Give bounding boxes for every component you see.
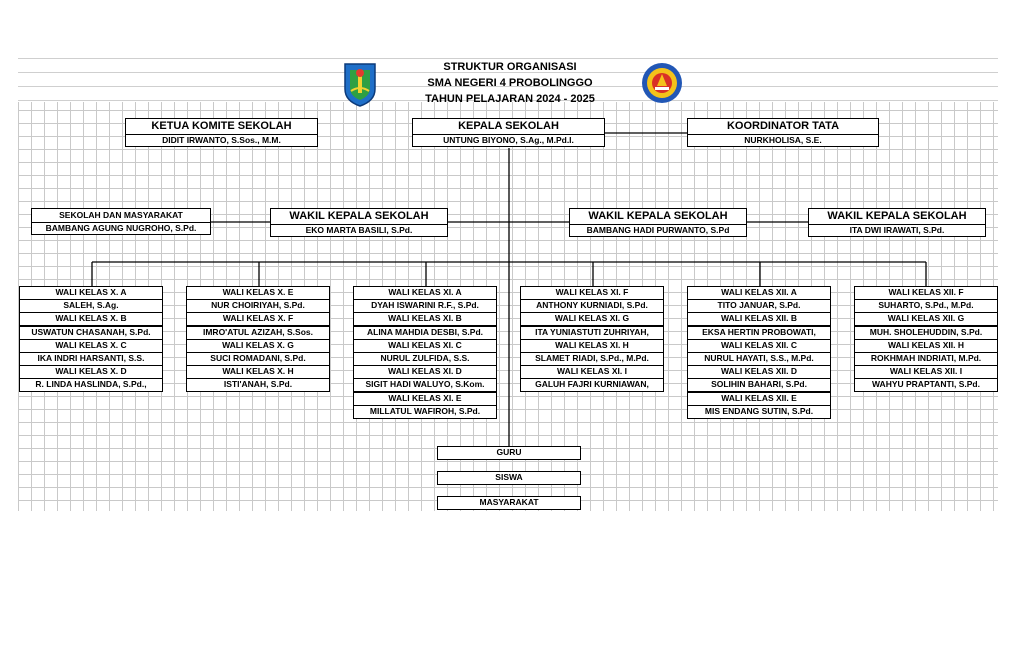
wali-kelas-label: WALI KELAS XII. H	[854, 339, 998, 353]
wali-kelas-name: SALEH, S.Ag.	[19, 299, 163, 313]
wali-kelas-label: WALI KELAS XII. F	[854, 286, 998, 300]
wali-kelas-name: SLAMET RIADI, S.Pd., M.Pd.	[520, 352, 664, 366]
school-emblem-icon	[641, 62, 683, 104]
wali-kelas-name: NUR CHOIRIYAH, S.Pd.	[186, 299, 330, 313]
wali-kelas-name: MILLATUL WAFIROH, S.Pd.	[353, 405, 497, 419]
wali-kelas-label: WALI KELAS XI. A	[353, 286, 497, 300]
wakil2-name: BAMBANG HADI PURWANTO, S.Pd	[570, 224, 746, 236]
wakil1-title: WAKIL KEPALA SEKOLAH	[289, 210, 429, 222]
wali-kelas-label: WALI KELAS X. B	[19, 312, 163, 326]
wali-kelas-name: SIGIT HADI WALUYO, S.Kom.	[353, 378, 497, 392]
wali-kelas-name: WAHYU PRAPTANTI, S.Pd.	[854, 378, 998, 392]
wali-kelas-name: DYAH ISWARINI R.F., S.Pd.	[353, 299, 497, 313]
wali-kelas-label: WALI KELAS XII. E	[687, 392, 831, 406]
wakil2-box	[569, 208, 747, 237]
wakil3-title: WAKIL KEPALA SEKOLAH	[827, 210, 967, 222]
wali-kelas-label: WALI KELAS XII. D	[687, 365, 831, 379]
wali-kelas-label: WALI KELAS XII. I	[854, 365, 998, 379]
komite-title: KETUA KOMITE SEKOLAH	[151, 120, 292, 132]
wali-kelas-label: WALI KELAS XI. H	[520, 339, 664, 353]
humas-title: SEKOLAH DAN MASYARAKAT	[59, 210, 183, 220]
wali-kelas-name: TITO JANUAR, S.Pd.	[687, 299, 831, 313]
wali-kelas-label: WALI KELAS XII. B	[687, 312, 831, 326]
koordinator-box	[687, 118, 879, 147]
wakil1-name: EKO MARTA BASILI, S.Pd.	[271, 224, 447, 236]
humas-box	[31, 208, 211, 235]
komite-name: DIDIT IRWANTO, S.Sos., M.M.	[126, 134, 317, 146]
guru-box: GURU	[437, 446, 581, 460]
wali-kelas-label: WALI KELAS XI. B	[353, 312, 497, 326]
wali-kelas-name: ITA YUNIASTUTI ZUHRIYAH,	[520, 326, 664, 340]
wali-kelas-name: SUCI ROMADANI, S.Pd.	[186, 352, 330, 366]
wali-kelas-label: WALI KELAS XI. F	[520, 286, 664, 300]
wali-kelas-label: WALI KELAS XI. C	[353, 339, 497, 353]
wali-kelas-name: GALUH FAJRI KURNIAWAN,	[520, 378, 664, 392]
east-java-emblem-icon	[342, 61, 378, 107]
wali-kelas-label: WALI KELAS XI. D	[353, 365, 497, 379]
wali-kelas-label: WALI KELAS X. A	[19, 286, 163, 300]
wali-kelas-label: WALI KELAS X. C	[19, 339, 163, 353]
koordinator-title: KOORDINATOR TATA	[726, 120, 840, 132]
wali-kelas-name: R. LINDA HASLINDA, S.Pd.,	[19, 378, 163, 392]
wali-kelas-name: ANTHONY KURNIADI, S.Pd.	[520, 299, 664, 313]
wakil3-name: ITA DWI IRAWATI, S.Pd.	[809, 224, 985, 236]
wali-kelas-name: MUH. SHOLEHUDDIN, S.Pd.	[854, 326, 998, 340]
wali-kelas-name: SOLIHIN BAHARI, S.Pd.	[687, 378, 831, 392]
wali-kelas-label: WALI KELAS XI. E	[353, 392, 497, 406]
wali-kelas-name: ISTI'ANAH, S.Pd.	[186, 378, 330, 392]
wali-kelas-label: WALI KELAS XII. A	[687, 286, 831, 300]
wali-kelas-name: IKA INDRI HARSANTI, S.S.	[19, 352, 163, 366]
wali-kelas-label: WALI KELAS X. G	[186, 339, 330, 353]
wali-kelas-name: NURUL HAYATI, S.S., M.Pd.	[687, 352, 831, 366]
wakil3-box	[808, 208, 986, 237]
koordinator-name: NURKHOLISA, S.E.	[688, 134, 878, 146]
wali-kelas-label: WALI KELAS X. F	[186, 312, 330, 326]
wali-kelas-label: WALI KELAS XII. G	[854, 312, 998, 326]
wali-kelas-name: EKSA HERTIN PROBOWATI,	[687, 326, 831, 340]
wali-kelas-name: NURUL ZULFIDA, S.S.	[353, 352, 497, 366]
masyarakat-box: MASYARAKAT	[437, 496, 581, 510]
wali-kelas-label: WALI KELAS XI. I	[520, 365, 664, 379]
wali-kelas-name: SUHARTO, S.Pd., M.Pd.	[854, 299, 998, 313]
chart-title-line3: TAHUN PELAJARAN 2024 - 2025	[425, 93, 595, 105]
chart-title-line2: SMA NEGERI 4 PROBOLINGGO	[427, 77, 593, 89]
humas-name: BAMBANG AGUNG NUGROHO, S.Pd.	[32, 222, 210, 234]
siswa-box: SISWA	[437, 471, 581, 485]
kepala-title: KEPALA SEKOLAH	[458, 120, 559, 132]
wali-kelas-name: IMRO'ATUL AZIZAH, S.Sos.	[186, 326, 330, 340]
wali-kelas-label: WALI KELAS XI. G	[520, 312, 664, 326]
kepala-name: UNTUNG BIYONO, S.Ag., M.Pd.I.	[413, 134, 604, 146]
komite-box	[125, 118, 318, 147]
kepala-box	[412, 118, 605, 147]
wali-kelas-label: WALI KELAS X. D	[19, 365, 163, 379]
wali-kelas-name: USWATUN CHASANAH, S.Pd.	[19, 326, 163, 340]
wali-kelas-label: WALI KELAS X. E	[186, 286, 330, 300]
chart-title-line1: STRUKTUR ORGANISASI	[443, 61, 577, 73]
wali-kelas-label: WALI KELAS XII. C	[687, 339, 831, 353]
wali-kelas-name: MIS ENDANG SUTIN, S.Pd.	[687, 405, 831, 419]
wali-kelas-label: WALI KELAS X. H	[186, 365, 330, 379]
wali-kelas-name: ROKHMAH INDRIATI, M.Pd.	[854, 352, 998, 366]
wakil1-box	[270, 208, 448, 237]
wali-kelas-name: ALINA MAHDIA DESBI, S.Pd.	[353, 326, 497, 340]
wakil2-title: WAKIL KEPALA SEKOLAH	[588, 210, 728, 222]
